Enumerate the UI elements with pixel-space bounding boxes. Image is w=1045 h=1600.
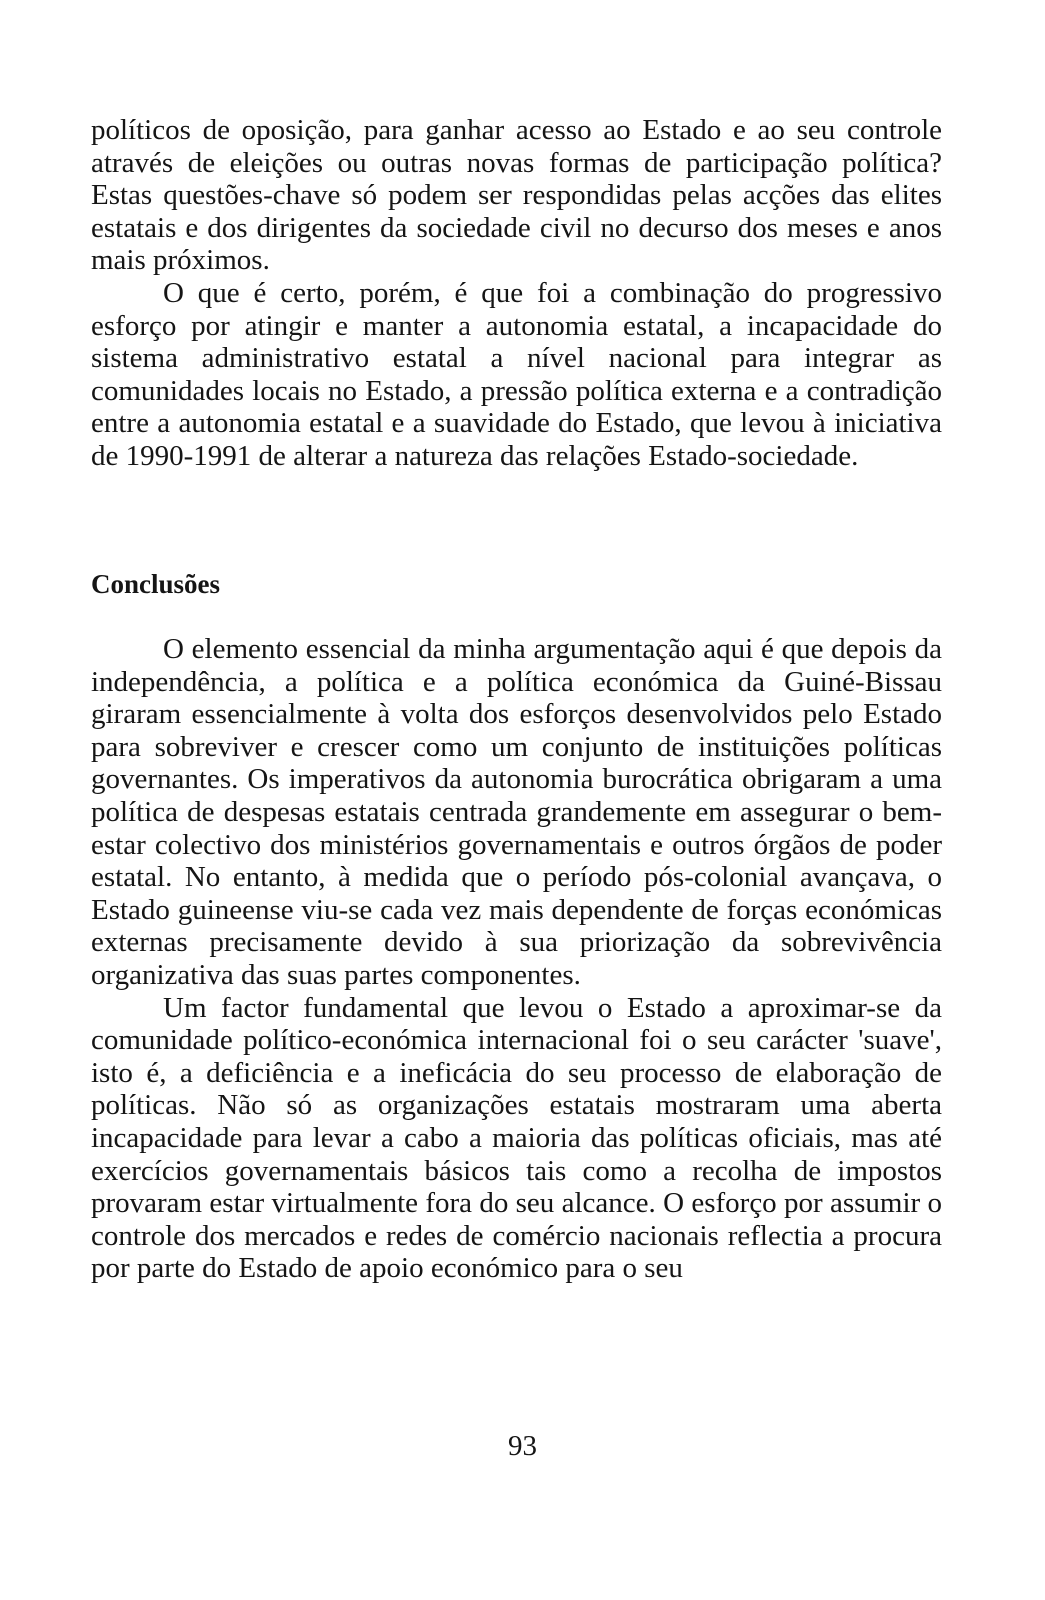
text-block-top: [91, 114, 942, 473]
paragraph-continuation: políticos de oposição, para ganhar acesso ao Estado e ao seu controle através de eleições ou outras novas formas de participação política? Estas questões-chave só podem ser respondidas pelas acções das elites estatais e dos dirigentes da sociedade civil no decurso dos meses e anos mais próximos.: [91, 114, 942, 277]
page-number: 93: [508, 1430, 537, 1462]
section-heading: Conclusões: [91, 569, 221, 599]
text-block-bottom: [91, 633, 942, 1285]
paragraph: O elemento essencial da minha argumentação aqui é que depois da independência, a política e a política económica da Guiné-Bissau giraram essencialmente à volta dos esforços desenvolvidos pelo Estado para sobreviver e crescer como um conjunto de instituições políticas governantes. Os imperativos da autonomia burocrática obrigaram a uma política de despesas estatais centrada grandemente em assegurar o bem-estar colectivo dos ministérios governamentais e outros órgãos de poder estatal. No entanto, à medida que o período pós-colonial avançava, o Estado guineense viu-se cada vez mais dependente de forças económicas externas precisamente devido à sua priorização da sobrevivência organizativa das suas partes componentes.: [91, 633, 942, 991]
paragraph: Um factor fundamental que levou o Estado a aproximar-se da comunidade político-económica internacional foi o seu carácter 'suave', isto é, a deficiência e a ineficácia do seu processo de elaboração de políticas. Não só as organizações estatais mostraram uma aberta incapacidade para levar a cabo a maioria das políticas oficiais, mas até exercícios governamentais básicos tais como a recolha de impostos provaram estar virtualmente fora do seu alcance. O esforço por assumir o controle dos mercados e redes de comércio nacionais reflectia a procura por parte do Estado de apoio económico para o seu: [91, 991, 942, 1285]
paragraph: O que é certo, porém, é que foi a combinação do progressivo esforço por atingir e manter a autonomia estatal, a incapacidade do sistema administrativo estatal a nível nacional para integrar as comunidades locais no Estado, a pressão política externa e a contradição entre a autonomia estatal e a suavidade do Estado, que levou à iniciativa de 1990-1991 de alterar a natureza das relações Estado-sociedade.: [91, 276, 942, 472]
